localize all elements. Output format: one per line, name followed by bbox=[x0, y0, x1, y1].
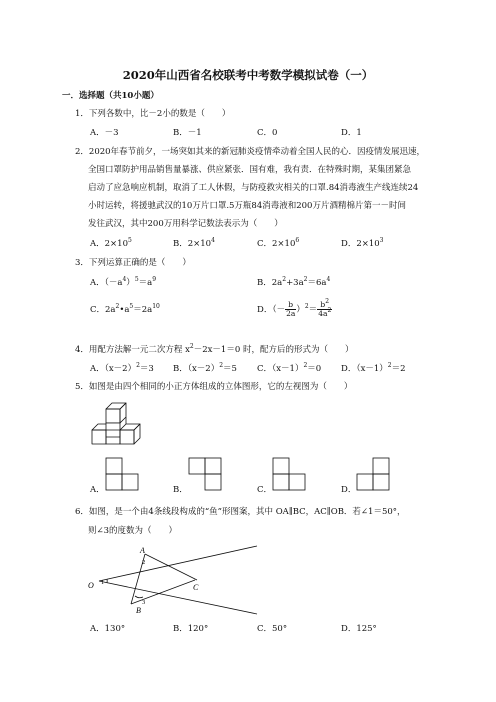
q4-option-c: C．$(x-1)^2=0$ bbox=[257, 362, 322, 374]
page-title: 2020年山西省名校联考中考数学模拟试卷（一） bbox=[122, 68, 374, 82]
q4-option-a: A．$(x-2)^2=3$ bbox=[90, 362, 154, 374]
q5-option-a: A． bbox=[90, 485, 105, 495]
fish-angle-3: 3 bbox=[142, 599, 146, 606]
q4-option-b: B．$(x-2)^2=5$ bbox=[173, 362, 237, 374]
q2-line-2: 全国口罩防护用品销售量暴涨、供应紧张．国有难，我有责．在特殊时期，某集团紧急 bbox=[88, 165, 412, 175]
fish-label-a: A bbox=[140, 546, 145, 555]
section-heading: 一．选择题（共10小题） bbox=[62, 91, 159, 101]
q2-line-5: 发往武汉，其中200万用科学记数法表示为（ ） bbox=[88, 219, 283, 229]
q3-stem: 3．下列运算正确的是（ ） bbox=[75, 258, 191, 268]
q2-option-d: D．$2\times 10^3$ bbox=[341, 237, 384, 249]
q3-option-b: B．$2a^2+3a^2=6a^4$ bbox=[257, 276, 331, 288]
q2-line-4: 小时运转，将援驰武汉的10万片口罩.5万瓶84消毒液和200万片酒精棉片第一－时间 bbox=[88, 201, 406, 211]
q2-option-a: A．$2\times 10^5$ bbox=[90, 237, 132, 249]
q6-option-a: A．130° bbox=[90, 624, 126, 634]
q1-option-b: B．－1 bbox=[173, 128, 202, 138]
q2-option-c: C．$2\times 10^6$ bbox=[257, 237, 300, 249]
fish-label-o: O bbox=[88, 581, 94, 590]
q6-option-c: C．50° bbox=[257, 624, 288, 634]
q5-option-d: D． bbox=[341, 485, 357, 495]
cube-stack-figure bbox=[88, 402, 144, 446]
fish-angle-1: 1 bbox=[101, 579, 105, 586]
q6-line-1: 6．如图，是一个由4条线段构成的“鱼”形图案，其中 OA∥BC，AC∥OB．若∠1＝50°， bbox=[75, 507, 406, 517]
q5-option-c: C． bbox=[257, 485, 273, 495]
q6-line-2: 则∠3的度数为（ ） bbox=[88, 526, 178, 536]
q1-option-d: D．1 bbox=[341, 128, 362, 138]
q4-stem: 4．用配方法解一元二次方程 $x^2-2x-1=0$ 时，配方后的形式为（ ） bbox=[75, 343, 354, 355]
q1-option-c: C．0 bbox=[257, 128, 278, 138]
q3-option-d: D．（－ $\frac{b}{2a}$ ）$^2$＝ $\frac{b^2}{4a^2}$ bbox=[257, 298, 332, 318]
q2-line-3: 启动了应急响应机制，取消了工人休假，与防疫救灾相关的口罩.84消毒液生产线连续24 bbox=[88, 183, 419, 193]
fraction-b-over-2a: $\frac{b}{2a}$ bbox=[286, 300, 296, 318]
fish-label-c: C bbox=[193, 583, 199, 592]
q1-stem: 1．下列各数中，比－2小的数是（ ） bbox=[75, 109, 231, 119]
q6-option-b: B．120° bbox=[173, 624, 209, 634]
q1-option-a: A．－3 bbox=[90, 128, 119, 138]
q5-option-b: B． bbox=[173, 485, 188, 495]
q5-option-c-figure bbox=[272, 457, 306, 491]
q5-stem: 5．如图是由四个相同的小正方体组成的立体图形，它的左视图为（ ） bbox=[75, 382, 353, 392]
q2-line-1: 2．2020年春节前夕，一场突如其来的新冠肺炎疫情牵动着全国人民的心．因疫情发展迅速， bbox=[75, 147, 426, 157]
q3-option-c: C．$2a^2•a^5=2a^{10}$ bbox=[90, 303, 160, 315]
q2-option-b: B．$2\times 10^4$ bbox=[173, 237, 215, 249]
q5-option-d-figure bbox=[356, 457, 390, 491]
fish-figure bbox=[85, 544, 265, 616]
fish-angle-2: 2 bbox=[142, 559, 146, 566]
q5-option-b-figure bbox=[188, 457, 222, 491]
q4-option-d: D．$(x-1)^2=2$ bbox=[341, 362, 406, 374]
fraction-result: $\frac{b^2}{4a^2}$ bbox=[318, 298, 332, 318]
q6-option-d: D．125° bbox=[341, 624, 377, 634]
q3-option-a: A．$(-a^4)^5=a^9$ bbox=[90, 276, 157, 288]
q5-option-a-figure bbox=[105, 457, 139, 491]
fish-label-b: B bbox=[136, 606, 141, 615]
